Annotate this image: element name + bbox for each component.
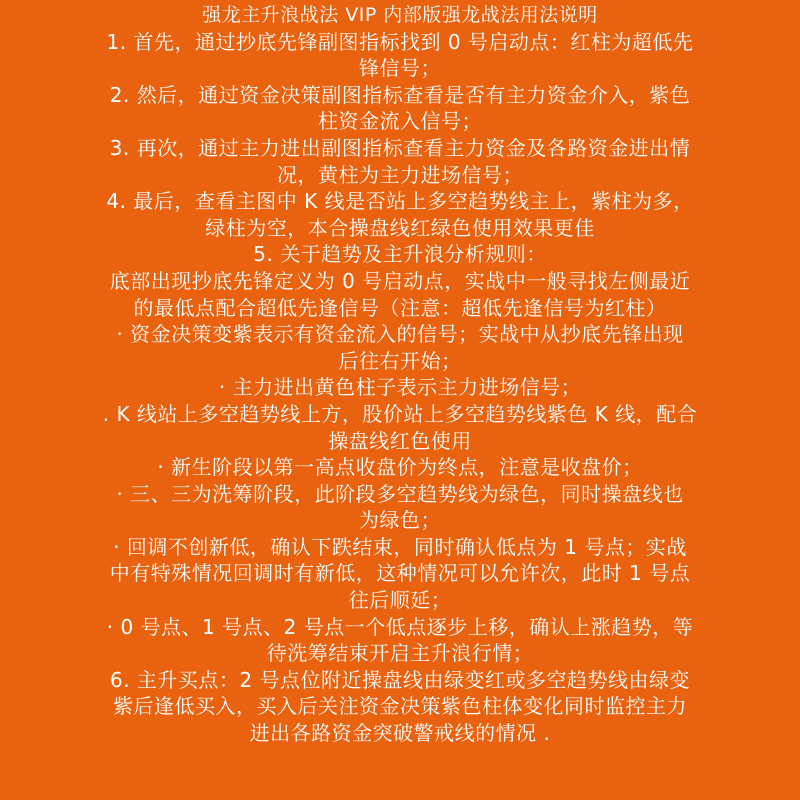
text-line: 柱资金流入信号； bbox=[318, 109, 482, 134]
text-line: 况，黄柱为主力进场信号； bbox=[277, 162, 523, 187]
text-line: · 新生阶段以第一高点收盘价为终点，注意是收盘价； bbox=[157, 455, 643, 480]
text-line: 操盘线红色使用 bbox=[328, 428, 472, 453]
text-line: · 回调不创新低，确认下跌结束，同时确认低点为 1 号点；实战 bbox=[113, 534, 687, 559]
text-line: · 资金决策变紫表示有资金流入的信号；实战中从抄底先锋出现 bbox=[116, 322, 684, 347]
text-line: 锋信号； bbox=[359, 56, 441, 81]
text-line: 往后顺延； bbox=[348, 588, 452, 613]
text-line: 为绿色； bbox=[359, 508, 441, 533]
text-line: 紫后逢低买入，买入后关注资金决策紫色柱体变化同时监控主力 bbox=[113, 694, 687, 719]
text-line: 后往右开始； bbox=[338, 348, 462, 373]
text-line: 待洗筹结束开启主升浪行情； bbox=[266, 641, 534, 666]
text-line: 2. 然后，通过资金决策副图指标查看是否有主力资金介入，紫色 bbox=[109, 82, 691, 107]
text-line: 5. 关于趋势及主升浪分析规则： bbox=[253, 242, 547, 267]
text-line: · 三、三为洗筹阶段，此阶段多空趋势线为绿色，同时操盘线也 bbox=[116, 481, 684, 506]
text-line: 3. 再次，通过主力进出副图指标查看主力资金及各路资金进出情 bbox=[109, 135, 691, 160]
text-line: 绿柱为空，本合操盘线红绿色使用效果更佳 bbox=[205, 215, 595, 240]
text-line: · 0 号点、1 号点、2 号点一个低点逐步上移，确认上涨趋势，等 bbox=[106, 614, 694, 639]
document-body bbox=[14, 29, 786, 747]
text-line: . K 线站上多空趋势线上方，股价站上多空趋势线紫色 K 线，配合 bbox=[102, 401, 698, 426]
document-title: 强龙主升浪战法 VIP 内部版强龙战法用法说明 bbox=[202, 4, 598, 26]
text-line: 进出各路资金突破警戒线的情况 . bbox=[249, 721, 551, 746]
text-line: 1. 首先，通过抄底先锋副图指标找到 0 号启动点：红柱为超低先 bbox=[106, 29, 694, 54]
text-line: 中有特殊情况回调时有新低，这种情况可以允许次，此时 1 号点 bbox=[109, 561, 691, 586]
text-line: · 主力进出黄色柱子表示主力进场信号； bbox=[218, 375, 582, 400]
text-line: 6. 主升买点：2 号点位附近操盘线由绿变红或多空趋势线由绿变 bbox=[109, 667, 691, 692]
text-line: 的最低点配合超低先逢信号（注意：超低先逢信号为红柱） bbox=[133, 295, 667, 320]
text-line: 底部出现抄底先锋定义为 0 号启动点，实战中一般寻找左侧最近 bbox=[109, 268, 691, 293]
text-line: 4. 最后，查看主图中 K 线是否站上多空趋势线主上，紫柱为多， bbox=[106, 189, 694, 214]
